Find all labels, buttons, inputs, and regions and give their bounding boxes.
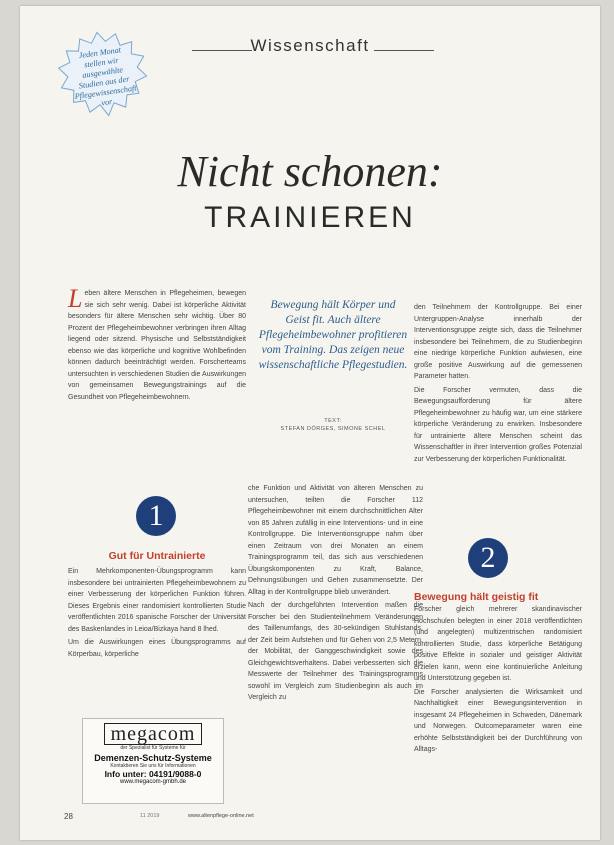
section2-paragraph2: Die Forscher analysierten die Wirksamkeit und Nachhaltigkeit einer Bewegungsintervention in insgesamt 24 Pflegeheimen in Schweden, Dänemark und Norwegen. Outcomeparameter waren eine erhöhte Selbstständigkeit bei der Durchführung von Alltags- [414, 688, 582, 753]
section-rule-right [374, 50, 434, 51]
section1-column [68, 566, 246, 662]
footer-website: www.altenpflege-online.net [188, 813, 254, 819]
ad-website: www.megacom-gmbh.de [119, 779, 187, 785]
study-badge [52, 24, 154, 126]
magazine-page [20, 6, 600, 840]
section1-paragraph2: Um die Auswirkungen eines Übungsprogramms auf Körperbau, körperliche [68, 639, 246, 658]
intro-column [68, 284, 246, 403]
section2-paragraph1: Forscher gleich mehrerer skandinavischer Hochschulen belegten in einer 2018 veröffentlichten (und angelegten) multizentrischen randomisiert kontrollierten Studie, dass körperliche Betätigung positive Effekte in sozialer und geistiger Aktivität erzielen kann, wenn eine kontinuierliche Anleitung und Unterstützung gegeben ist. [414, 606, 582, 682]
intro-text: eben ältere Menschen in Pflegeheimen, bewegen sie sich sehr wenig. Dabei ist körperliche Aktivität besonders für ältere Menschen sehr wichtig. Über 80 Prozent der Pflegeheimbewohner verbringen ihren Alltag liegend oder sitzend. Physische und Selbstständigkeit ebenso wie das körperliche und kognitive Wohlbefinden können dadurch beeinträchtigt werden. Forscherteams untersuchten in verschiedenen Studien die Auswirkungen von gemeinsamen Bewegungstrainings auf die Gesundheit von Pflegeheimbewohnern. [68, 290, 246, 401]
ad-subtitle: der Spezialist für Systeme für [120, 745, 186, 751]
right-paragraph2: Die Forscher vermuten, dass die Bewegungsaufforderung für ältere Pflegeheimbewohner zu häufig war, um eine stärkere körperliche Veränderung zu erwirken. Insbesondere für untrainierte ältere Menschen scheint das Wissenschaftler in ihrer Intervention großes Potenzial zur Verbesserung der körperlichen Funktionalität. [414, 386, 582, 463]
ad-logo: megacom [104, 723, 203, 745]
title-line1: Nicht schonen: [177, 147, 443, 196]
section1-heading: Gut für Untrainierte [108, 550, 206, 562]
section-number-2: 2 [468, 538, 508, 578]
section2-heading: Bewegung hält geistig fit [414, 591, 539, 603]
middle-paragraph1: che Funktion und Aktivität von älteren Menschen zu untersuchen, teilten die Forscher 112 Pflegeheimbewohner mit einem durchschnittlichen Alter von 85 Jahren zufällig in eine Interventions- und in eine Kontrollgruppe. Die Interventionsgruppe nahm über einen Zeitraum von drei Monaten an einem Trainingsprogramm teil, das sich aus verschiedenen Übungskomponenten zu Kraft, Balance, Dehnungsübungen und Gehen zusammensetzte. Der Alltag in der Kontrollgruppe blieb unverändert. [248, 485, 423, 596]
advertisement[interactable] [82, 718, 224, 804]
section1-paragraph1: Ein Mehrkomponenten-Übungsprogramm kann insbesondere bei untrainierten Pflegeheimbewohnern zu einer Verbesserung der körperlichen Funktion führen. Dieses Ergebnis einer randomisiert kontrollierten Studie veröffentlichten 2016 spanische Forscher der Universität des Baskenlandes in Leioa/Bizkaya hand 8 lhed. [68, 568, 246, 633]
badge-text: Jeden Monat stellen wir ausgewählte Studien aus der Pflegewissenschaft vor [74, 45, 138, 108]
middle-paragraph2: Nach der durchgeführten Intervention maßen die Forscher bei den Studienteilnehmern Veränderungen des Taillenumfangs, des 30-sekündigen Stuhlstands, der Zeit beim Aufstehen und für Gehen von 2,5 Metern, der Mobilität, der Ganggeschwindigkeit sowie des Gleichgewichtsverhaltens. Dabei verbesserten sich die Messwerte der Teilnehmer des Trainingsprogramms sowohl im Vergleich zum Studienbeginn als auch im Vergleich zu [248, 602, 423, 701]
section-label: Wissenschaft [250, 36, 370, 55]
right-paragraph1: den Teilnehmern der Kontrollgruppe. Bei einer Untergruppen-Analyse innerhalb der Interventionsgruppe zeigte sich, dass die Teilnehmer insbesondere bei Teilnehmern, die zu Studienbeginn eine niedrige körperliche Funktion aufwiesen, eine große positive Auswirkung auf die gemessenen Parameter hatten. [414, 304, 582, 380]
title-line2: TRAINIEREN [204, 201, 416, 234]
section-number-1: 1 [136, 496, 176, 536]
issue-date: 11 2019 [140, 813, 160, 819]
right-column [414, 302, 582, 467]
page-number: 28 [64, 812, 73, 821]
middle-column [248, 483, 423, 706]
ad-info: Kontaktieren Sie uns für Informationen [110, 763, 196, 769]
ad-headline: Demenzen-Schutz-Systeme [94, 753, 212, 763]
lead-text: Bewegung hält Körper und Geist fit. Auch ältere Pflegeheimbewohner profitieren vom Training. Das zeigen neue wissenschaftliche Pflegestudien. [258, 299, 408, 371]
dropcap: L [68, 284, 83, 313]
byline: STEFAN DÖRGES, SIMONE SCHEL [280, 426, 386, 432]
byline-label: TEXT: [324, 418, 342, 424]
ad-phone: Info unter: 04191/9088-0 [104, 769, 202, 779]
section2-column [414, 604, 582, 758]
